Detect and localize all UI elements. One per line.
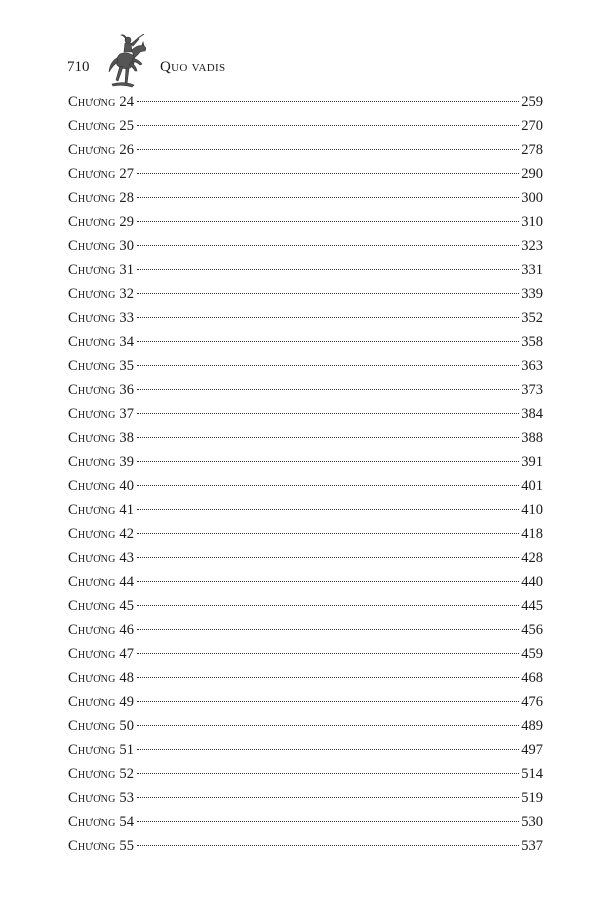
toc-entry (68, 212, 543, 236)
toc-entry-page-number: 476 (521, 694, 543, 710)
dot-leader (137, 293, 519, 294)
toc-entry-page-number: 440 (521, 574, 543, 590)
toc-entry-page-number: 410 (521, 502, 543, 518)
toc-entry-label: Chương 55 (68, 838, 135, 854)
toc-entry (68, 476, 543, 500)
toc-entry (68, 452, 543, 476)
toc-entry-page-number: 339 (521, 286, 543, 302)
toc-entry-label: Chương 27 (68, 166, 135, 182)
toc-entry-label: Chương 28 (68, 190, 135, 206)
toc-entry-label: Chương 29 (68, 214, 135, 230)
toc-entry-label: Chương 47 (68, 646, 135, 662)
toc-entry-page-number: 388 (521, 430, 543, 446)
dot-leader (137, 749, 519, 750)
toc-entry (68, 668, 543, 692)
toc-entry (68, 140, 543, 164)
dot-leader (137, 365, 519, 366)
dot-leader (137, 341, 519, 342)
dot-leader (137, 821, 519, 822)
toc-entry (68, 332, 543, 356)
dot-leader (137, 509, 519, 510)
toc-entry (68, 620, 543, 644)
dot-leader (137, 245, 519, 246)
page-header (0, 0, 612, 90)
toc-entry (68, 260, 543, 284)
toc-entry-label: Chương 30 (68, 238, 135, 254)
dot-leader (137, 389, 519, 390)
toc-entry-page-number: 352 (521, 310, 543, 326)
table-of-contents (68, 92, 543, 860)
toc-entry-label: Chương 50 (68, 718, 135, 734)
toc-entry-page-number: 278 (521, 142, 543, 158)
toc-entry-page-number: 358 (521, 334, 543, 350)
dot-leader (137, 605, 519, 606)
toc-entry-label: Chương 37 (68, 406, 135, 422)
dot-leader (137, 125, 519, 126)
dot-leader (137, 485, 519, 486)
toc-entry-label: Chương 26 (68, 142, 135, 158)
toc-entry (68, 404, 543, 428)
toc-entry-label: Chương 36 (68, 382, 135, 398)
toc-entry (68, 524, 543, 548)
toc-entry-page-number: 270 (521, 118, 543, 134)
toc-entry-label: Chương 40 (68, 478, 135, 494)
toc-entry (68, 428, 543, 452)
toc-entry (68, 572, 543, 596)
toc-entry-label: Chương 38 (68, 430, 135, 446)
toc-entry-label: Chương 52 (68, 766, 135, 782)
toc-entry-page-number: 445 (521, 598, 543, 614)
toc-entry-page-number: 401 (521, 478, 543, 494)
toc-entry-label: Chương 42 (68, 526, 135, 542)
toc-entry-page-number: 497 (521, 742, 543, 758)
dot-leader (137, 533, 519, 534)
toc-entry-label: Chương 32 (68, 286, 135, 302)
toc-entry-label: Chương 24 (68, 94, 135, 110)
toc-entry-page-number: 459 (521, 646, 543, 662)
toc-entry (68, 716, 543, 740)
toc-entry (68, 740, 543, 764)
dot-leader (137, 101, 519, 102)
toc-entry-page-number: 468 (521, 670, 543, 686)
knight-on-horse-icon (104, 34, 154, 90)
dot-leader (137, 629, 519, 630)
toc-entry-label: Chương 35 (68, 358, 135, 374)
toc-entry (68, 548, 543, 572)
toc-entry-page-number: 363 (521, 358, 543, 374)
toc-entry-page-number: 259 (521, 94, 543, 110)
toc-entry-page-number: 384 (521, 406, 543, 422)
toc-entry-page-number: 428 (521, 550, 543, 566)
dot-leader (137, 845, 519, 846)
toc-entry (68, 836, 543, 860)
toc-entry (68, 380, 543, 404)
toc-entry (68, 308, 543, 332)
toc-entry-page-number: 519 (521, 790, 543, 806)
dot-leader (137, 461, 519, 462)
toc-entry (68, 284, 543, 308)
dot-leader (137, 149, 519, 150)
toc-entry-label: Chương 39 (68, 454, 135, 470)
toc-entry-label: Chương 34 (68, 334, 135, 350)
dot-leader (137, 581, 519, 582)
toc-entry-label: Chương 41 (68, 502, 135, 518)
toc-entry-page-number: 456 (521, 622, 543, 638)
dot-leader (137, 797, 519, 798)
dot-leader (137, 317, 519, 318)
toc-entry-label: Chương 53 (68, 790, 135, 806)
toc-entry (68, 788, 543, 812)
dot-leader (137, 557, 519, 558)
dot-leader (137, 677, 519, 678)
toc-entry (68, 356, 543, 380)
toc-entry-label: Chương 25 (68, 118, 135, 134)
dot-leader (137, 773, 519, 774)
toc-entry-page-number: 514 (521, 766, 543, 782)
toc-entry-page-number: 530 (521, 814, 543, 830)
page-number: 710 (67, 59, 90, 75)
toc-entry (68, 236, 543, 260)
toc-entry-label: Chương 49 (68, 694, 135, 710)
dot-leader (137, 413, 519, 414)
dot-leader (137, 437, 519, 438)
toc-entry-label: Chương 45 (68, 598, 135, 614)
toc-entry (68, 596, 543, 620)
toc-entry-page-number: 300 (521, 190, 543, 206)
dot-leader (137, 701, 519, 702)
toc-entry (68, 812, 543, 836)
toc-entry (68, 92, 543, 116)
toc-entry-page-number: 418 (521, 526, 543, 542)
toc-entry-label: Chương 44 (68, 574, 135, 590)
toc-entry (68, 692, 543, 716)
toc-entry (68, 764, 543, 788)
toc-entry-page-number: 323 (521, 238, 543, 254)
dot-leader (137, 197, 519, 198)
toc-entry (68, 116, 543, 140)
toc-entry-page-number: 373 (521, 382, 543, 398)
toc-entry-page-number: 310 (521, 214, 543, 230)
toc-entry (68, 164, 543, 188)
toc-entry-label: Chương 46 (68, 622, 135, 638)
toc-entry-page-number: 489 (521, 718, 543, 734)
toc-entry-page-number: 537 (521, 838, 543, 854)
toc-entry-page-number: 331 (521, 262, 543, 278)
toc-entry-label: Chương 51 (68, 742, 135, 758)
toc-entry-label: Chương 54 (68, 814, 135, 830)
toc-entry (68, 188, 543, 212)
toc-entry (68, 644, 543, 668)
toc-entry-label: Chương 48 (68, 670, 135, 686)
toc-entry-page-number: 391 (521, 454, 543, 470)
toc-entry (68, 500, 543, 524)
dot-leader (137, 173, 519, 174)
dot-leader (137, 269, 519, 270)
dot-leader (137, 221, 519, 222)
dot-leader (137, 653, 519, 654)
toc-entry-label: Chương 31 (68, 262, 135, 278)
dot-leader (137, 725, 519, 726)
toc-entry-label: Chương 43 (68, 550, 135, 566)
book-title: Quo vadis (160, 59, 226, 75)
toc-entry-label: Chương 33 (68, 310, 135, 326)
toc-entry-page-number: 290 (521, 166, 543, 182)
